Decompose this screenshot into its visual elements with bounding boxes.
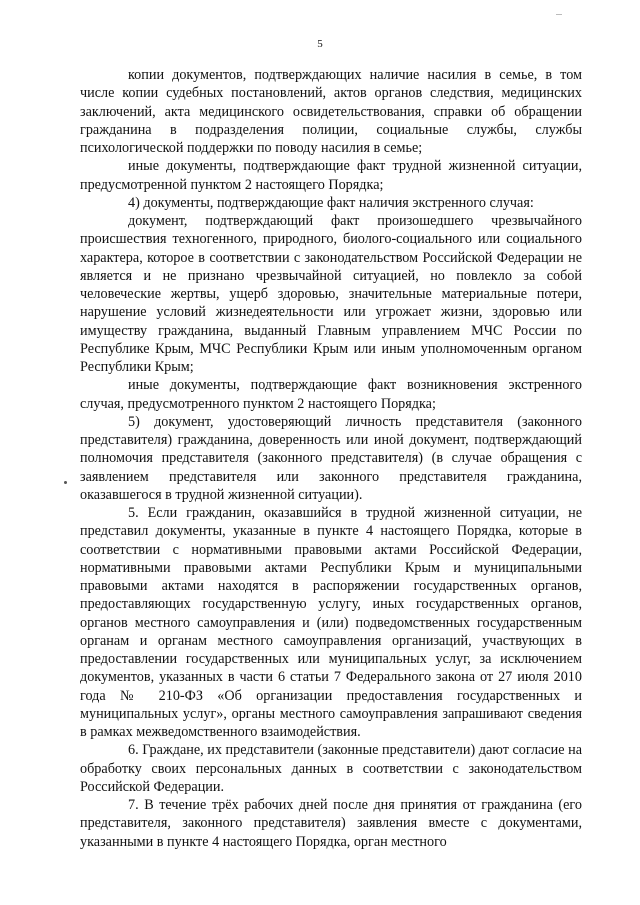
document-body <box>80 66 582 851</box>
paragraph-copies-violence: копии документов, подтверждающих наличие насилия в семье, в том числе копии судебных постановлений, актов органов следствия, медицинских заключений, акта медицинского освидетельствования, справки об обращении гражданина в подразделения полиции, социальные службы, службы психологической поддержки по поводу насилия в семье; <box>80 67 582 156</box>
scan-mark <box>556 14 562 15</box>
paragraph-section-7: 7. В течение трёх рабочих дней после дня принятия от гражданина (его представителя, законного представителя) заявления вместе с документами, указанными в пункте 4 настоящего Порядка, орган местного <box>80 797 582 850</box>
paragraph-other-docs-hardship: иные документы, подтверждающие факт трудной жизненной ситуации, предусмотренной пунктом 2 настоящего Порядка; <box>80 158 582 193</box>
paragraph-item-5-identity: 5) документ, удостоверяющий личность представителя (законного представителя) гражданина, доверенность или иной документ, подтверждающий полномочия представителя (законного представителя) (в случае обращения с заявлением представителя или законного представителя гражданина, оказавшегося в трудной жизненной ситуации). <box>80 413 582 503</box>
paragraph-section-6: 6. Граждане, их представители (законные представители) дают согласие на обработку своих персональных данных в соответствии с законодательством Российской Федерации. <box>80 742 582 795</box>
paragraph-emergency-document: документ, подтверждающий факт произошедшего чрезвычайного происшествия техногенного, природного, биолого-социального или социального характера, которое в соответствии с законодательством Российской Федерации не является и не признано чрезвычайной ситуацией, но повлекло за собой человеческие жертвы, ущерб здоровью, значительные материальные потери, нарушение условий жизнедеятельности или угрожает жизни, здоровью или имуществу гражданина, выданный Главным управлением МЧС России по Республике Крым, МЧС Республики Крым или иным уполномоченным органом Республики Крым; <box>80 213 582 375</box>
paragraph-section-5: 5. Если гражданин, оказавшийся в трудной жизненной ситуации, не представил документы, указанные в пункте 4 настоящего Порядка, которые в соответствии с нормативными правовыми актами Российской Федерации, нормативными правовыми актами Республики Крым и муниципальными правовыми актами находятся в распоряжении государственных органов, предоставляющих государственную услугу, иных государственных органов, органов местного самоуправления и (или) подведомственных государственным органам и органам местного самоуправления организаций, участвующих в предоставлении государственных или муниципальных услуг, за исключением документов, указанных в части 6 статьи 7 Федерального закона от 27 июля 2010 года № 210-ФЗ «Об организации предоставления государственных и муниципальных услуг», органы местного самоуправления запрашивают сведения в рамках межведомственного взаимодействия. <box>80 505 582 740</box>
page-number: 5 <box>317 38 323 50</box>
margin-dot <box>64 481 67 484</box>
paragraph-other-docs-emergency: иные документы, подтверждающие факт возникновения экстренного случая, предусмотренного пунктом 2 настоящего Порядка; <box>80 377 582 412</box>
paragraph-item-4: 4) документы, подтверждающие факт наличия экстренного случая: <box>128 194 534 211</box>
